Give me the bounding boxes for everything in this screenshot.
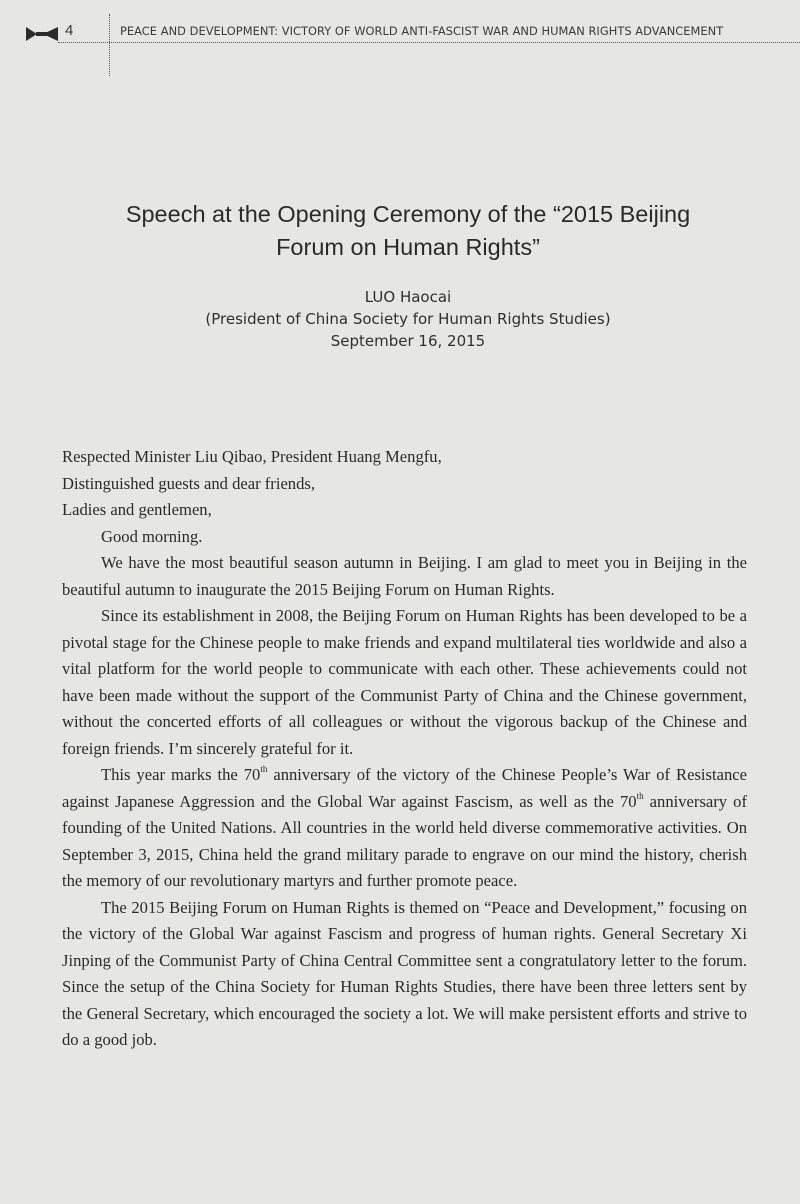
paragraph: The 2015 Beijing Forum on Human Rights is themed on “Peace and Development,” focusing on the victory of the Global War against Fascism and progress of human rights. General Secretary Xi Jinping of the Communist Party of China Central Committee sent a congratulatory letter to the forum. Since the setup of the China Society for Human Rights Studies, there have been three letters sent by the General Secretary, which encouraged the society a lot. We will make persistent efforts and strive to do a good job. <box>62 897 747 1049</box>
salutation-line: Ladies and gentlemen, <box>62 500 212 519</box>
ordinal-superscript: th <box>636 790 644 801</box>
paragraph-text: This year marks the 70 <box>101 765 261 784</box>
paragraph: Since its establishment in 2008, the Beijing Forum on Human Rights has been developed to be a pivotal stage for the Chinese people to make friends and expand multilateral ties worldwide and also a vital platform for the world people to communicate with each other. These achievements could not have been made without the support of the Communist Party of China and the Chinese government, without the concerted efforts of all colleagues or without the vigorous backup of the Chinese and foreign friends. I’m sincerely grateful for it. <box>62 606 747 758</box>
salutation-line: Distinguished guests and dear friends, <box>62 473 316 493</box>
speech-body <box>62 444 747 1054</box>
byline <box>70 286 746 352</box>
header-horizontal-rule <box>58 42 800 43</box>
paragraph-text: anniversary of founding of the United Nations. All countries in the world held diverse commemorative activities. On September 3, 2015, China held the grand military parade to engrave on our mind the history, cherish the memory of our revolutionary martyrs and further promote peace. <box>62 791 747 890</box>
paragraph: We have the most beautiful season autumn in Beijing. I am glad to meet you in Beijing in the beautiful autumn to inaugurate the 2015 Beijing Forum on Human Rights. <box>62 553 747 599</box>
bowtie-logo-icon <box>26 27 58 41</box>
author-affiliation: (President of China Society for Human Rights Studies) <box>205 310 611 328</box>
salutation-line: Respected Minister Liu Qibao, President Huang Mengfu, <box>62 447 442 466</box>
page-number: 4 <box>65 22 74 39</box>
running-head: PEACE AND DEVELOPMENT: VICTORY OF WORLD ANTI-FASCIST WAR AND HUMAN RIGHTS ADVANCEMENT <box>120 24 724 38</box>
speech-date: September 16, 2015 <box>330 332 486 350</box>
paragraph <box>62 762 747 895</box>
greeting: Good morning. <box>101 526 203 546</box>
page-header <box>0 0 800 80</box>
speech-title <box>70 198 746 264</box>
paragraph-text: anniversary of the victory of the Chinese People’s War of Resistance against Japanese Aggression and the Global War against Fascism, as well as the 70 <box>62 765 747 811</box>
ordinal-superscript: th <box>260 764 268 774</box>
title-line-1: Speech at the Opening Ceremony of the “2015 Beijing <box>125 201 691 227</box>
author-name: LUO Haocai <box>364 288 452 306</box>
title-line-2: Forum on Human Rights” <box>276 234 540 260</box>
header-vertical-rule <box>109 14 110 76</box>
